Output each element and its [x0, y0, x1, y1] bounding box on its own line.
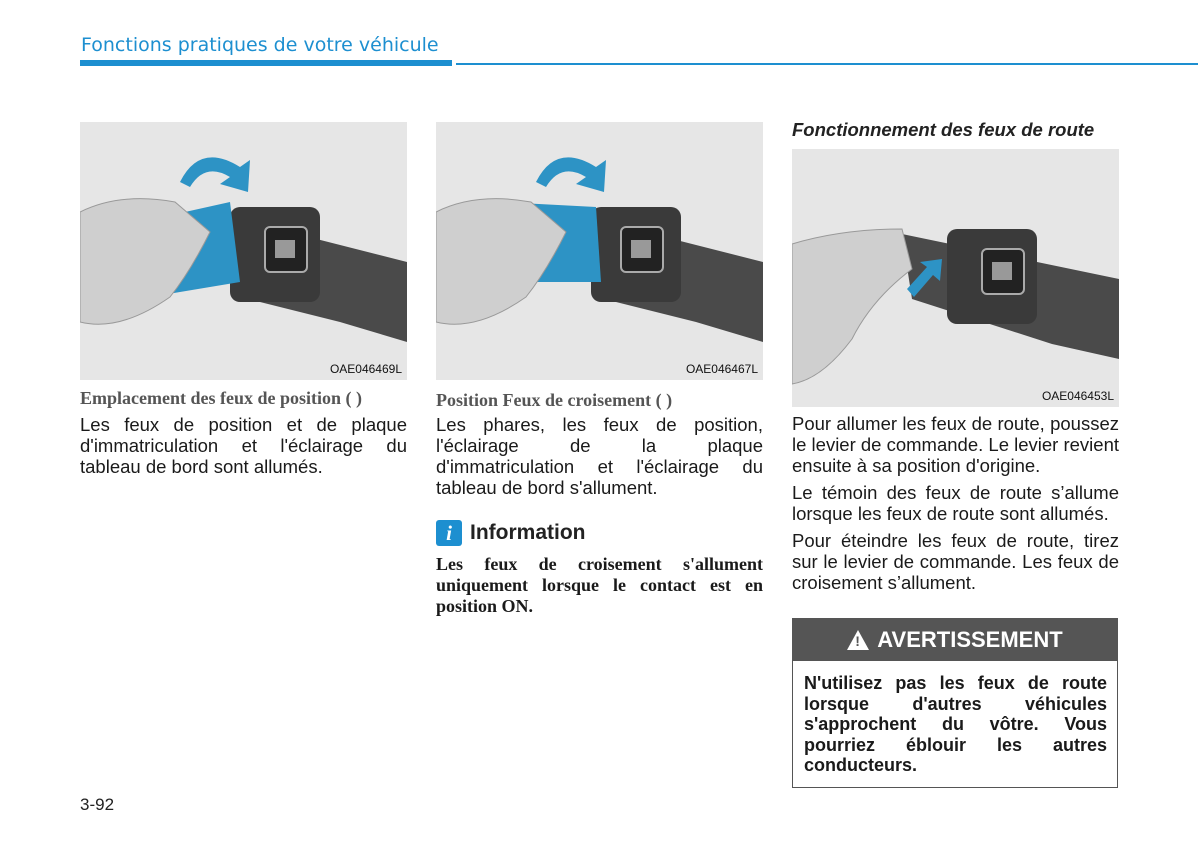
body-text: Les phares, les feux de position, l'éclairage de la plaque d'immatriculation et l'éclairage du tableau de bord s'allument. [436, 414, 763, 498]
figure-caption: Position Feux de croisement ( ) [436, 390, 673, 410]
body-text: Le témoin des feux de route s’allume lorsque les feux de route sont allumés. [792, 482, 1119, 524]
body-text: Pour allumer les feux de route, poussez le levier de commande. Le levier revient ensuite à sa position d'origine. [792, 413, 1119, 476]
figure-high-beam [792, 149, 1119, 407]
warning-box [792, 618, 1118, 788]
figure-code: OAE046453L [1041, 389, 1114, 403]
column-position-lights [80, 122, 407, 477]
section-title: Fonctionnement des feux de route [792, 119, 1095, 140]
figure-low-beam [436, 122, 763, 380]
info-icon: i [436, 520, 462, 546]
body-text: Pour éteindre les feux de route, tirez sur le levier de commande. Les feux de croisement s’allument. [792, 530, 1119, 593]
column-high-beam [792, 119, 1119, 593]
warning-header [793, 619, 1117, 661]
header-rule [456, 63, 1198, 65]
body-text: Les feux de position et de plaque d'immatriculation et l'éclairage du tableau de bord sont allumés. [80, 414, 407, 477]
column-low-beam [436, 122, 763, 617]
warning-triangle-icon: ! [847, 630, 869, 650]
information-text: Les feux de croisement s'allument uniquement lorsque le contact est en position ON. [436, 554, 763, 616]
page-number: 3-92 [80, 795, 115, 814]
figure-caption: Emplacement des feux de position ( ) [80, 388, 362, 408]
warning-text: N'utilisez pas les feux de route lorsque d'autres véhicules s'approchent du vôtre. Vous pourriez éblouir les autres conducteurs. [804, 673, 1107, 775]
figure-code: OAE046469L [329, 362, 402, 376]
figure-code: OAE046467L [685, 362, 758, 376]
section-header-title: Fonctions pratiques de votre véhicule [81, 34, 439, 56]
information-title: Information [470, 521, 586, 544]
figure-position-lights [80, 122, 407, 380]
information-heading [436, 520, 763, 546]
warning-title: AVERTISSEMENT [877, 627, 1063, 652]
header-accent-bar [80, 60, 452, 66]
